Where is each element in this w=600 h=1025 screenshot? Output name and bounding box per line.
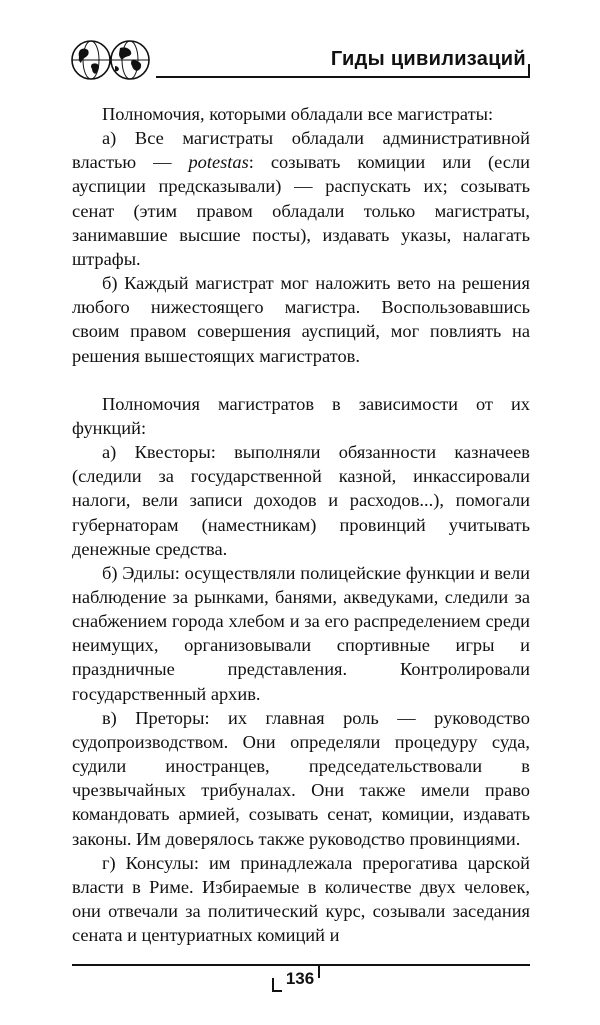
paragraph-intro-functions: Полномочия магистратов в зависимости от их функций:: [72, 393, 530, 438]
running-header: [70, 38, 540, 82]
text-segment: а) Все магистраты обладали административной властью —: [72, 128, 530, 173]
page-number-bracket-right: [318, 966, 320, 978]
header-rule-tick: [528, 64, 530, 77]
page-body: [72, 102, 530, 947]
paragraph-veto: б) Каждый магистрат мог наложить вето на решения любого нижестоящего магистра. Воспользовавшись своим правом совершения ауспиций, мог повлиять на решения вышестоящих магистратов.: [72, 273, 530, 366]
paragraph-praetors: в) Преторы: их главная роль — руководство судопроизводством. Они определяли процедуру суда, судили иностранцев, председательствовали в чрезвычайных трибуналах. Они также имели право командовать армией, созывать сенат, комиции, издавать законы. Им доверялось также руководство провинциями.: [72, 707, 530, 849]
series-title: Гиды цивилизаций: [330, 48, 526, 70]
paragraph-administrative-power: [72, 126, 530, 271]
header-rule: [156, 76, 530, 78]
paragraph-aediles: б) Эдилы: осуществляли полицейские функции и вели наблюдение за рынками, банями, акведуками, следили за снабжением города хлебом и за его распределением среди неимущих, организовывали спортивные игры и праздничные представления. Контролировали государственный архив.: [72, 562, 530, 704]
paragraph-intro-all-magistrates: Полномочия, которыми обладали все магистраты:: [102, 104, 494, 124]
page-number: 136: [285, 969, 315, 988]
term-potestas: potestas: [188, 152, 249, 173]
text-segment: : созывать комиции или (если ауспиции предсказывали) — распускать их; созывать сенат (этим правом обладали только магистраты, занимавшие высшие посты), издавать указы, налагать штрафы.: [72, 152, 530, 269]
paragraph-consuls: г) Консулы: им принадлежала прерогатива царской власти в Риме. Избираемые в количестве двух человек, они отвечали за политический курс, созывали заседания сената и центуриатных комиций и: [72, 852, 530, 946]
paragraph-quaestors: а) Квесторы: выполняли обязанности казначеев (следили за государственной казной, инкассировали налоги, вели записи доходов и расходов...), помогали губернаторам (наместникам) провинций учитывать денежные средства.: [72, 442, 530, 559]
twin-globes-icon: [70, 38, 152, 82]
